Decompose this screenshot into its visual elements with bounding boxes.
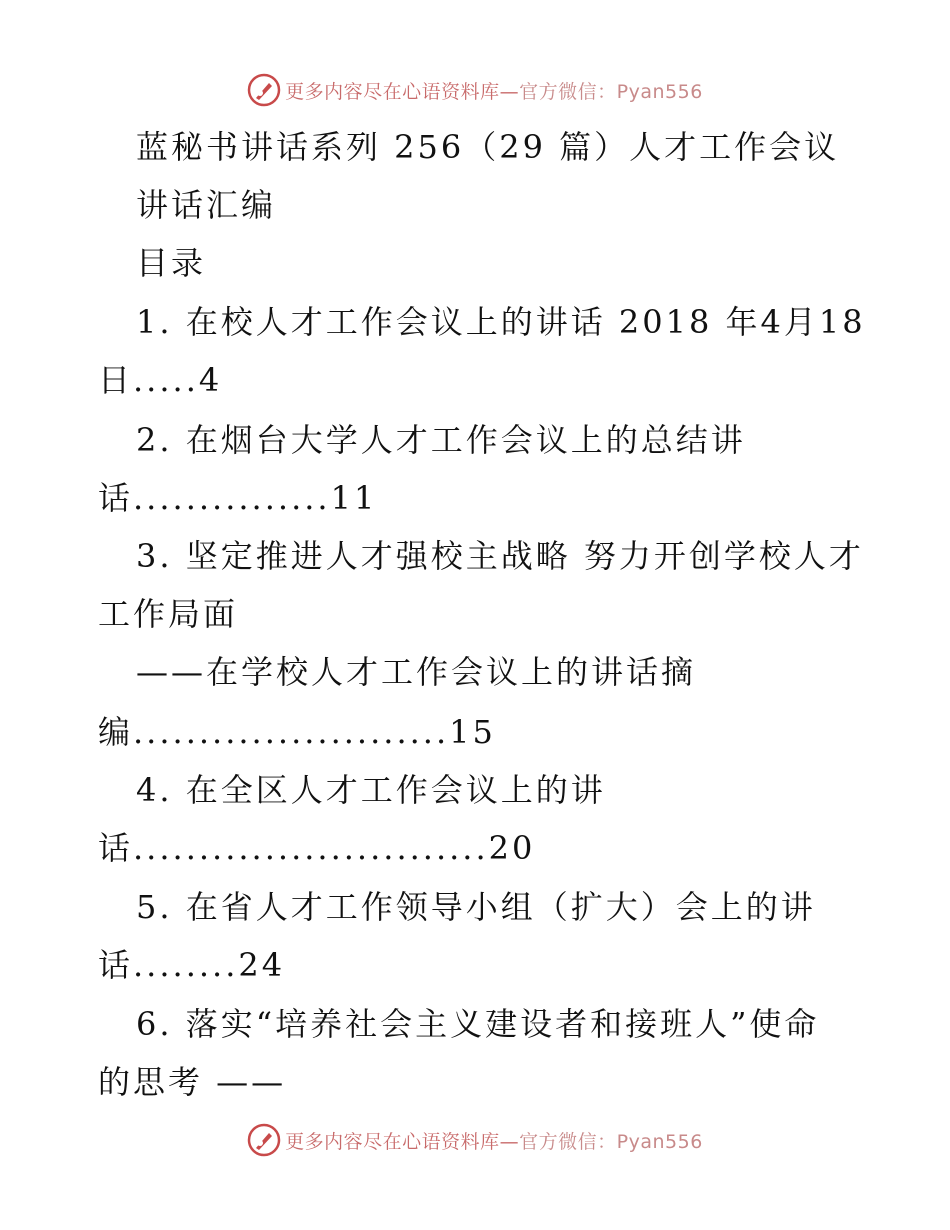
toc-entry-5-line-1: 5. 在省人才工作领导小组（扩大）会上的讲 [136, 888, 816, 926]
toc-entry-4-line-2: 话...........................20 [98, 829, 536, 867]
toc-entry-3-line-1: 3. 坚定推进人才强校主战略 努力开创学校人才 [136, 537, 864, 575]
quill-logo-icon [247, 1123, 281, 1157]
watermark-text: 更多内容尽在心语资料库—官方微信：Pyan556 [285, 80, 703, 103]
toc-entry-3-line-2: 工作局面 [98, 595, 239, 633]
toc-entry-6-line-2: 的思考 —— [98, 1063, 287, 1101]
toc-entry-1-line-1: 1. 在校人才工作会议上的讲话 2018 年4月18 [136, 303, 866, 341]
toc-entry-1-line-2: 日.....4 [98, 361, 223, 399]
document-title-line-1: 蓝秘书讲话系列 256（29 篇）人才工作会议 [136, 128, 840, 166]
document-title-line-2: 讲话汇编 [136, 186, 277, 224]
toc-heading: 目录 [136, 244, 207, 282]
quill-logo-icon [247, 73, 281, 107]
toc-entry-3-line-3: ——在学校人才工作会议上的讲话摘 [136, 653, 697, 691]
toc-entry-3-line-4: 编........................15 [98, 713, 496, 751]
footer-watermark [0, 1120, 950, 1160]
toc-entry-5-line-2: 话........24 [98, 946, 286, 984]
toc-entry-6-line-1: 6. 落实“培养社会主义建设者和接班人”使命 [136, 1005, 820, 1043]
toc-entry-2-line-1: 2. 在烟台大学人才工作会议上的总结讲 [136, 421, 746, 459]
watermark-text: 更多内容尽在心语资料库—官方微信：Pyan556 [285, 1130, 703, 1153]
toc-entry-2-line-2: 话...............11 [98, 479, 378, 517]
header-watermark [0, 70, 950, 110]
toc-entry-4-line-1: 4. 在全区人才工作会议上的讲 [136, 771, 606, 809]
